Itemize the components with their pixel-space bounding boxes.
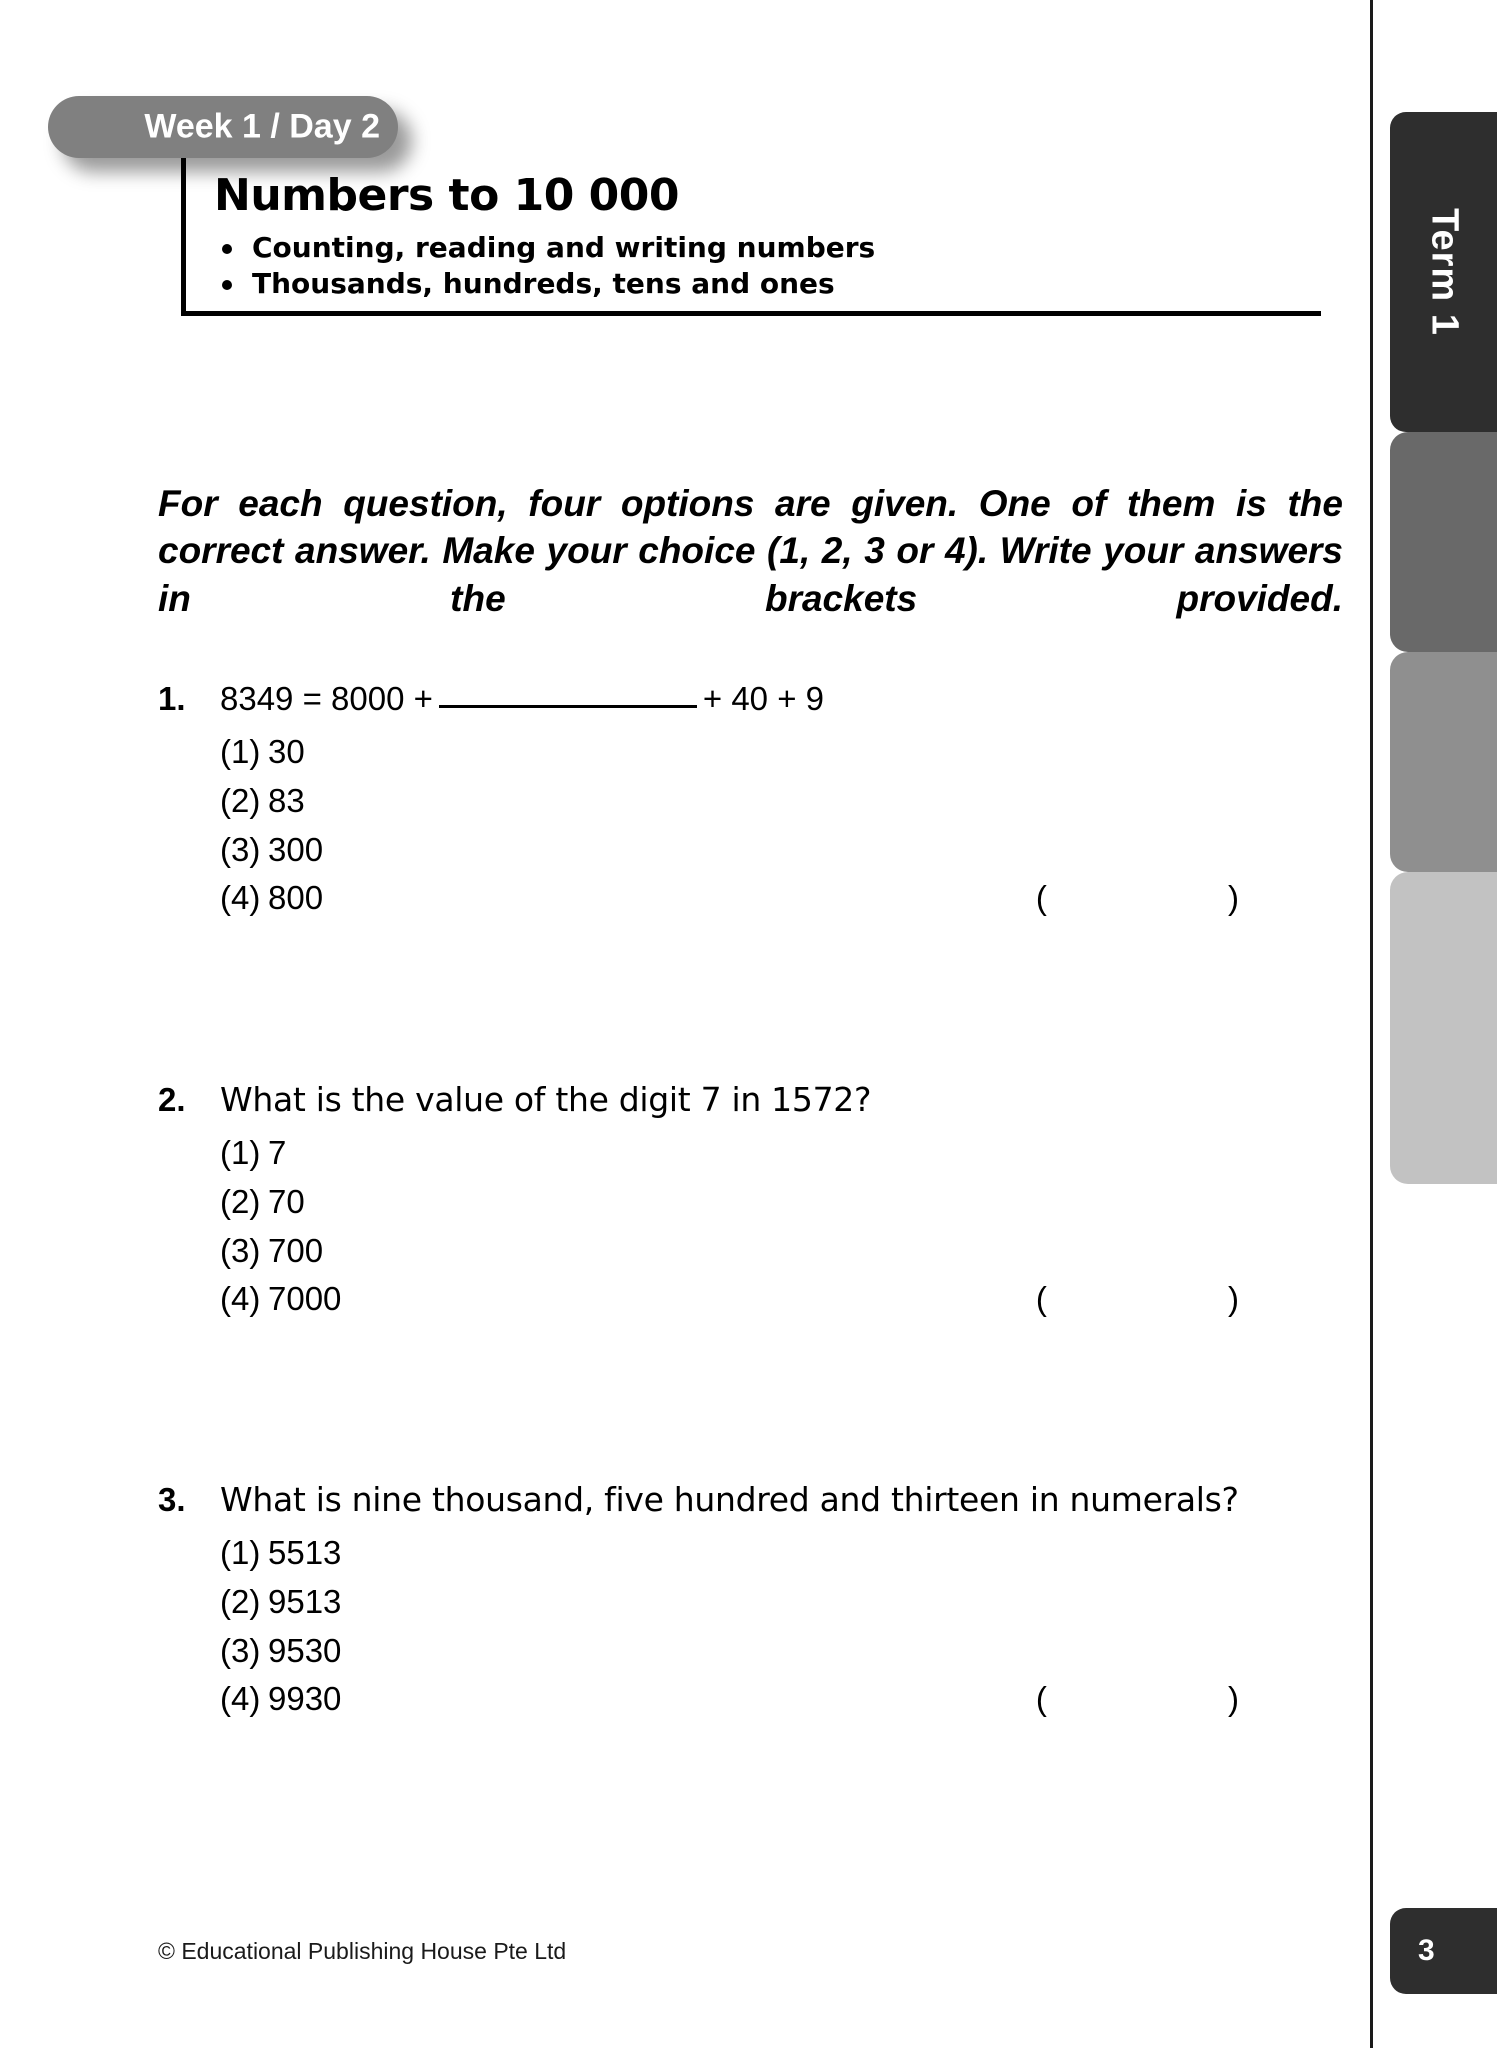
option-key: (4) bbox=[220, 1680, 261, 1718]
side-strip-4 bbox=[1390, 872, 1497, 1184]
list-item[interactable] bbox=[158, 777, 1343, 826]
copyright-footer: © Educational Publishing House Pte Ltd bbox=[158, 1938, 567, 1964]
option-value: 300 bbox=[268, 830, 324, 868]
answer-blank-line[interactable] bbox=[439, 705, 697, 708]
bullet-dot-icon bbox=[222, 280, 232, 290]
question-2-options bbox=[158, 1129, 1343, 1324]
list-item[interactable] bbox=[158, 1675, 1343, 1724]
option-value: 83 bbox=[268, 781, 305, 819]
option-value: 700 bbox=[268, 1231, 324, 1269]
list-item[interactable] bbox=[158, 1227, 1343, 1276]
list-item bbox=[214, 230, 875, 266]
question-1-stem bbox=[158, 680, 1343, 718]
option-key: (3) bbox=[220, 1231, 261, 1269]
term-tab bbox=[1390, 112, 1497, 432]
question-1-text-after-blank: + 40 + 9 bbox=[702, 680, 824, 717]
question-2 bbox=[158, 1080, 1343, 1324]
option-key: (4) bbox=[220, 879, 261, 917]
answer-bracket[interactable]: ( ) bbox=[1035, 879, 1325, 917]
list-item[interactable] bbox=[158, 1578, 1343, 1627]
page-title: Numbers to 10 000 bbox=[214, 170, 680, 221]
option-key: (2) bbox=[220, 781, 261, 819]
question-1-text bbox=[220, 680, 1343, 718]
list-item[interactable] bbox=[158, 1129, 1343, 1178]
topic-bullet-list bbox=[214, 230, 875, 303]
topic-title-block bbox=[181, 158, 1321, 316]
question-2-text: What is the value of the digit 7 in 1572? bbox=[220, 1080, 872, 1119]
option-key: (3) bbox=[220, 830, 261, 868]
option-value: 70 bbox=[268, 1182, 305, 1220]
answer-bracket[interactable]: ( ) bbox=[1035, 1680, 1325, 1718]
list-item[interactable] bbox=[158, 1627, 1343, 1676]
list-item[interactable] bbox=[158, 826, 1343, 875]
week-day-badge-label: Week 1 / Day 2 bbox=[144, 107, 380, 146]
list-item bbox=[214, 266, 875, 302]
answer-bracket[interactable]: ( ) bbox=[1035, 1280, 1325, 1318]
option-key: (1) bbox=[220, 1134, 261, 1171]
question-3 bbox=[158, 1480, 1343, 1724]
option-value: 9930 bbox=[268, 1680, 342, 1718]
option-key: (1) bbox=[220, 733, 261, 770]
page-edge-rule bbox=[1370, 0, 1373, 2048]
option-key: (2) bbox=[220, 1182, 261, 1220]
bullet-dot-icon bbox=[222, 244, 232, 254]
question-3-text: What is nine thousand, five hundred and thirteen in numerals? bbox=[220, 1480, 1239, 1519]
question-1-text-before-blank: 8349 = 8000 + bbox=[220, 680, 433, 717]
question-1-number: 1. bbox=[158, 680, 186, 717]
option-value: 30 bbox=[268, 733, 305, 770]
question-3-options bbox=[158, 1529, 1343, 1724]
week-day-badge bbox=[48, 96, 398, 158]
option-key: (3) bbox=[220, 1631, 261, 1669]
option-key: (2) bbox=[220, 1582, 261, 1620]
option-key: (1) bbox=[220, 1534, 261, 1571]
instructions-paragraph: For each question, four options are given. One of them is the correct answer. Make your choice (1, 2, 3 or 4). Write your answers in the brackets provided. bbox=[158, 483, 1343, 619]
question-3-stem bbox=[158, 1480, 1343, 1519]
page-number-tab bbox=[1390, 1908, 1497, 1994]
question-1-options bbox=[158, 728, 1343, 923]
page-number-label: 3 bbox=[1418, 1934, 1435, 1967]
list-item[interactable] bbox=[158, 1529, 1343, 1578]
question-3-number: 3. bbox=[158, 1481, 186, 1518]
option-key: (4) bbox=[220, 1280, 261, 1318]
list-item[interactable] bbox=[158, 1275, 1343, 1324]
option-value: 800 bbox=[268, 879, 324, 917]
term-tab-label: Term 1 bbox=[1423, 208, 1465, 336]
option-value: 9513 bbox=[268, 1582, 342, 1620]
side-strip-2 bbox=[1390, 432, 1497, 652]
question-2-number: 2. bbox=[158, 1081, 186, 1118]
list-item[interactable] bbox=[158, 728, 1343, 777]
question-2-stem bbox=[158, 1080, 1343, 1119]
side-strip-3 bbox=[1390, 652, 1497, 872]
topic-bullet-label: Counting, reading and writing numbers bbox=[252, 231, 876, 264]
option-value: 5513 bbox=[268, 1534, 342, 1571]
option-value: 7 bbox=[268, 1134, 287, 1171]
list-item[interactable] bbox=[158, 874, 1343, 923]
topic-bullet-label: Thousands, hundreds, tens and ones bbox=[252, 267, 835, 301]
option-value: 9530 bbox=[268, 1631, 342, 1669]
list-item[interactable] bbox=[158, 1178, 1343, 1227]
option-value: 7000 bbox=[268, 1280, 342, 1318]
question-1 bbox=[158, 680, 1343, 923]
